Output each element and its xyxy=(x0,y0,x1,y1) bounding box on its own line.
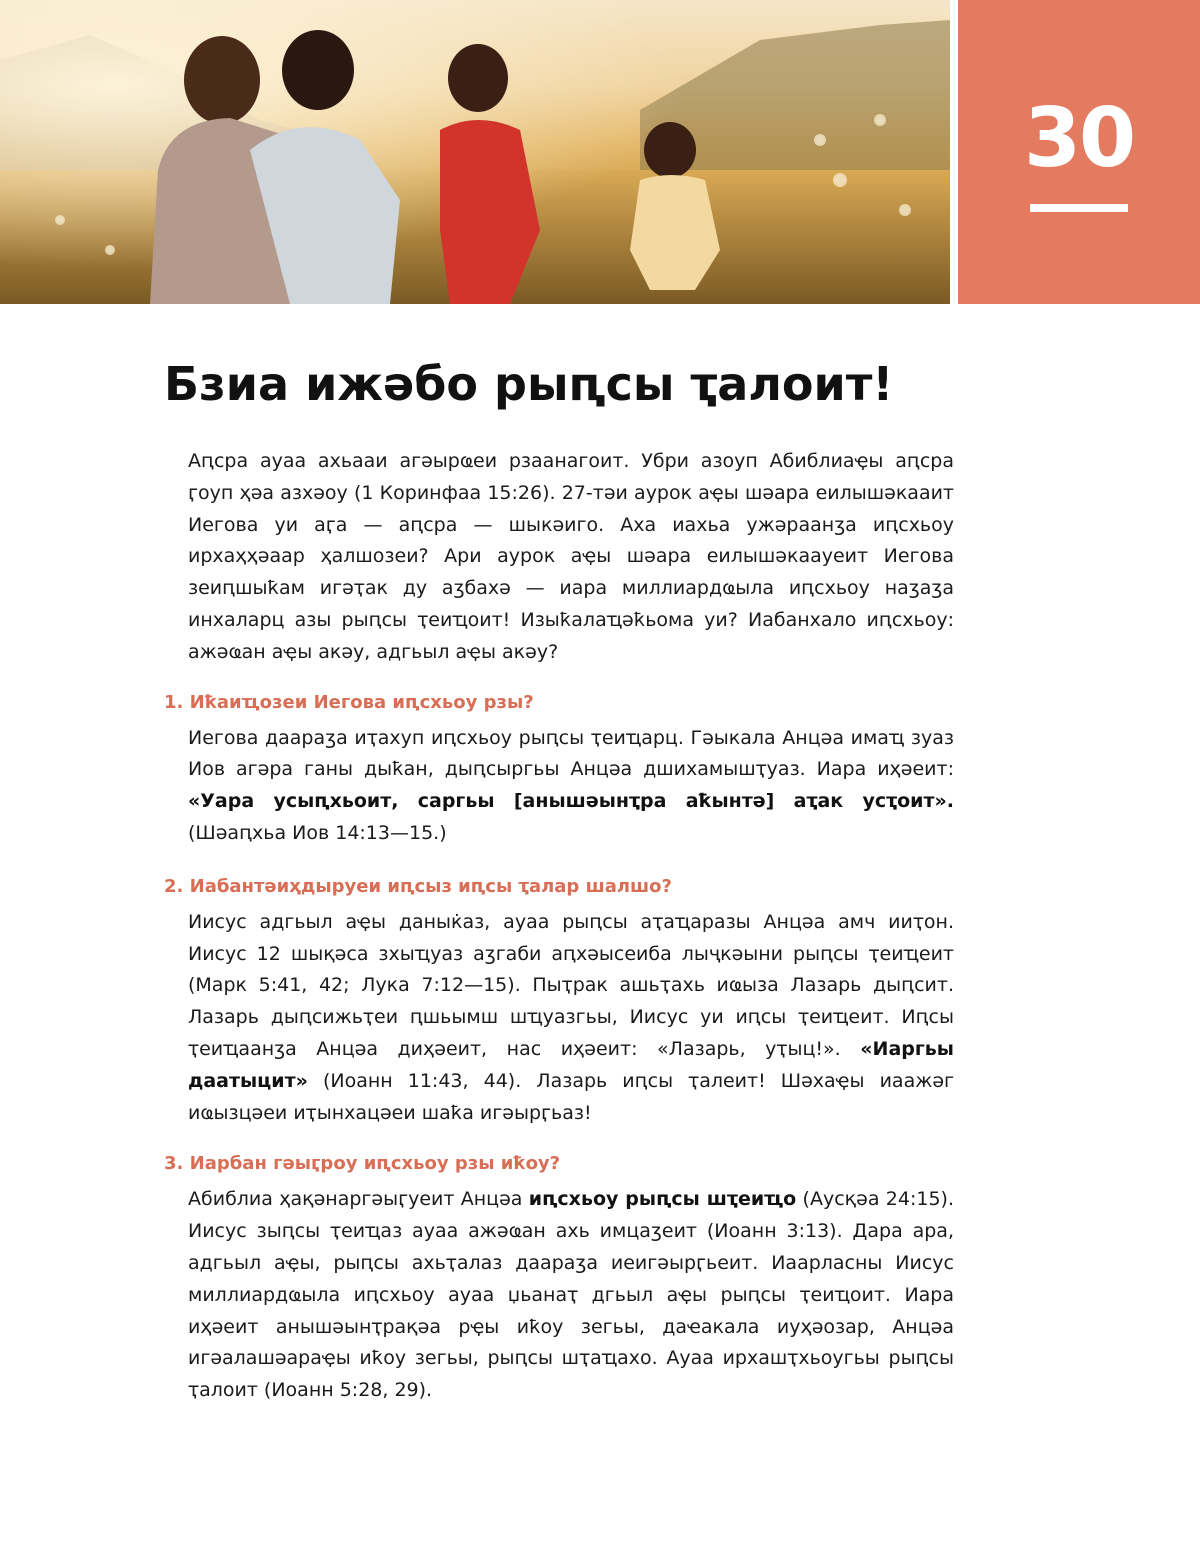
answer-1-bold: «Уара усыԥхьоит, саргьы [анышәынҭра аҟынтә] аҭак усҭоит». xyxy=(188,790,954,813)
answer-2-text-b: (Иоанн 11:43, 44). Лазарь иԥсы ҭалеит! Шәхаҿы иаажәг иҩызцәеи иҭынхацәеи шаҟа игәырӷьаз! xyxy=(188,1069,954,1124)
question-1-heading: 1. Иҟаиҵозеи Иегова иԥсхьоу рзы? xyxy=(164,691,534,713)
answer-3-text-a: Абиблиа ҳақәнаргәыӷуеит Анцәа xyxy=(188,1188,529,1211)
family-in-meadow-photo xyxy=(0,0,950,304)
lesson-number-underline xyxy=(1030,204,1128,212)
answer-1-text-a: Иегова даараӡа иҭахуп иԥсхьоу рыԥсы ҭеиҵарц. Гәыкала Анцәа имаҵ зуаз Иов агәра ганы дыҟан, дыԥсыргьы Анцәа дшихамышҭуаз. Иара иҳәеит: xyxy=(188,726,954,781)
answer-3-paragraph xyxy=(188,1184,954,1407)
answer-2-bold: «Иаргьы даатыцит» xyxy=(188,1037,954,1092)
page-title: Бзиа ижәбо рыԥсы ҭалоит! xyxy=(164,357,894,411)
answer-2-paragraph xyxy=(188,907,954,1130)
lesson-content xyxy=(164,446,964,1407)
answer-1-paragraph xyxy=(188,723,954,850)
intro-paragraph xyxy=(188,446,954,669)
question-2-heading: 2. Иабантәиҳдыруеи иԥсыз иԥсы ҭалар шалшо? xyxy=(164,875,672,897)
answer-3-bold: иԥсхьоу рыԥсы шҭеиҵо xyxy=(528,1188,797,1211)
lesson-number: 30 xyxy=(1023,91,1135,186)
lesson-number-box xyxy=(958,0,1200,304)
answer-2-text-a: Иисус адгьыл аҿы данык̇аз, ауаа рыԥсы аҭаҵаразы Анцәа амч ииҭон. Иисус 12 шықәса зхыҵуаз аӡгаби аԥхәысеиба лыҷкәыни рыԥсы ҭеиҵеит (Марк 5:41, 42; Лука 7:12—15). Пыҭрак ашьҭахь иҩыза Лазарь дыԥсит. Лазарь дыԥсижьҭеи ԥшьымш шҵуазгьы, Иисус уи иԥсы ҭеиҵеит. Иԥсы ҭеиҵаанӡа Анцәа диҳәеит, нас иҳәеит: «Лазарь, уҭыц!». xyxy=(188,910,954,1060)
answer-1-text-b: (Шәаԥхьа Иов 14:13—15.) xyxy=(188,821,447,844)
intro-text: Аԥсра ауаа ахьааи агәырҩеи рзаанагоит. Убри азоуп Абиблиаҿы аԥсра ӷоуп ҳәа азхәоу (1 Коринфаа 15:26). 27-тәи аурок аҿы шәара еилышәкааит Иегова уи аӷа — аԥсра — шыкәиго. Аха иахьа ужәраанӡа иԥсхьоу ирхаҳҳәаар ҳалшозеи? Ари аурок аҿы шәара еилышәкаауеит Иегова зеиԥшыҟам игәҭак ду аӡбахә — иара миллиардҩыла иԥсхьоу наӡаӡа инхаларц азы рыԥсы ҭеиҵоит! Изыҟалаҵәҟьома уи? Иабанхало иԥсхьоу: ажәҩан аҿы акәу, адгьыл аҿы акәу? xyxy=(188,450,954,663)
question-3-heading: 3. Иарбан гәыӷроу иԥсхьоу рзы иҟоу? xyxy=(164,1153,561,1175)
answer-3-text-b: (Аусқәа 24:15). Иисус зыԥсы ҭеиҵаз ауаа ажәҩан ахь имцаӡеит (Иоанн 3:13). Дара ара, адгьыл аҿы, рыԥсы ахьҭалаз даараӡа иеигәырӷьеит. Иаарласны Иисус миллиардҩыла иԥсхьоу ауаа џьанаҭ дгьыл аҿы рыԥсы ҭеиҵоит. Иара иҳәеит анышәынҭрақәа рҿы иҟоу зегьы, даҽакала иуҳәозар, Анцәа игәалашәараҿы иҟоу зегьы, рыԥсы шҭаҵахо. Ауаа ирхашҭхьоугьы рыԥсы ҭалоит (Иоанн 5:28, 29). xyxy=(188,1188,954,1402)
header-photo xyxy=(0,0,950,304)
